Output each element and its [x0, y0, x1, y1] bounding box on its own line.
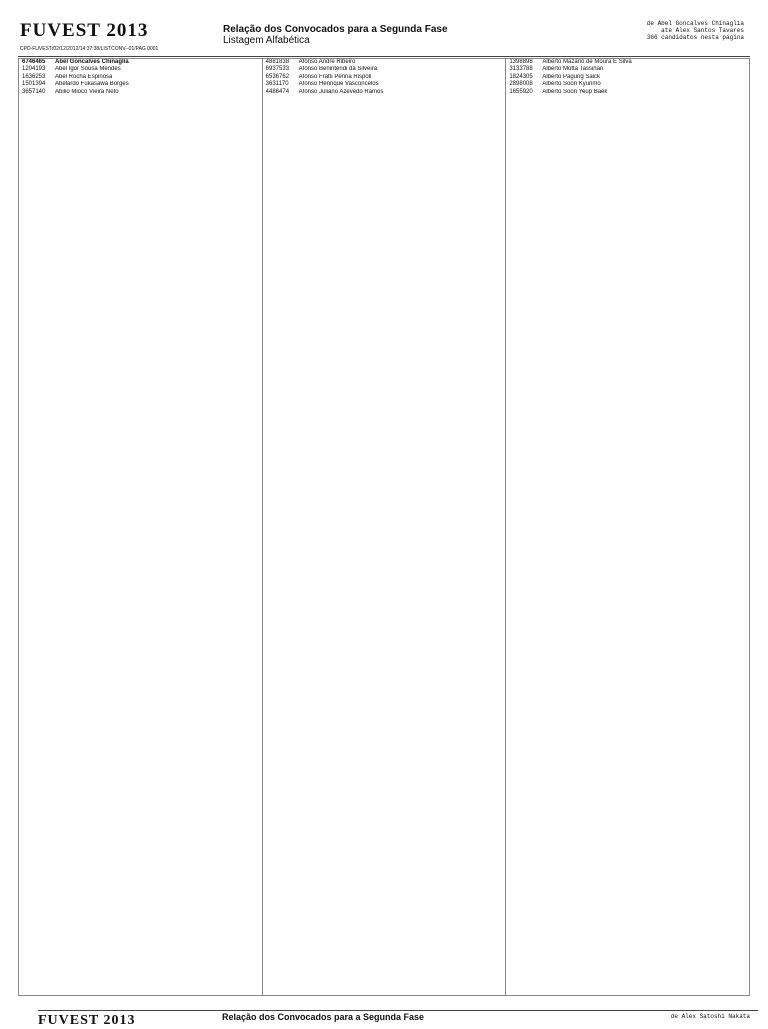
candidate-code: 1204193 — [22, 66, 46, 73]
candidate-code: 3631170 — [265, 81, 289, 88]
roster-column-2 — [263, 59, 507, 995]
candidate-name: Afonso Juliano Azevedo Ramos — [298, 88, 384, 95]
fuvest-logo-next: FUVEST 2013 — [38, 1013, 136, 1028]
fuvest-logo: FUVEST 2013 — [20, 20, 149, 41]
candidate-name: Alberto Mazano de Moura E Silva — [542, 59, 632, 65]
roster-grid — [18, 58, 750, 996]
header-rule — [18, 56, 750, 57]
next-page-header-strip — [38, 1010, 758, 1028]
roster-row — [22, 59, 262, 66]
candidate-code: 1636253 — [22, 73, 46, 80]
candidate-code: 1655920 — [509, 88, 533, 95]
candidate-code: 1398898 — [509, 59, 533, 65]
candidate-name: Abilio Mioco Vieira Neto — [55, 88, 119, 95]
roster-row — [22, 89, 262, 96]
candidate-code: 2898008 — [509, 81, 533, 88]
roster-row — [22, 74, 262, 81]
roster-row — [266, 66, 506, 73]
page-title: Relação dos Convocados para a Segunda Fase — [223, 24, 448, 35]
candidate-name: Abel Goncalves Chinaglia — [55, 59, 129, 65]
candidate-name: Afonso Henrique Vasconcelos — [298, 81, 379, 88]
print-ident: CPD-FUVEST/02/12/2012/14:37:38/LISTCONV--01/PAG 0001 — [20, 46, 159, 52]
candidate-name: Alberto Pagung Saick — [542, 73, 601, 80]
candidate-name: Afonso Andre Ribeiro — [298, 59, 356, 65]
candidate-name: Abel Igor Sousa Mendes — [55, 66, 121, 73]
range-to: ate Alex Santos Tavares — [661, 27, 744, 34]
roster-row — [266, 89, 506, 96]
candidate-code: 4486474 — [265, 88, 290, 95]
roster-row — [266, 59, 506, 66]
candidate-code: 6746465 — [22, 59, 46, 65]
roster-row — [266, 74, 506, 81]
roster-page — [18, 18, 750, 1003]
roster-row — [22, 66, 262, 73]
roster-row — [266, 81, 506, 88]
candidate-code: 1501394 — [22, 81, 46, 88]
candidate-name: Afonso Benintendi da Silveira — [298, 66, 378, 73]
roster-row — [509, 66, 749, 73]
roster-column-3 — [506, 59, 749, 995]
candidate-name: Alberto Soon Yeup Baek — [542, 88, 608, 95]
candidate-name: Abelardo Fukasawa Borges — [55, 81, 129, 88]
candidate-code: 3657140 — [22, 88, 46, 95]
candidate-name: Afonso Fratti Penna Rispoli — [298, 73, 372, 80]
page-subtitle: Listagem Alfabética — [223, 35, 310, 46]
candidate-code: 6937533 — [265, 66, 290, 73]
range-info — [647, 20, 744, 41]
candidate-code: 1824305 — [509, 73, 533, 80]
range-count: 366 candidatos nesta página — [646, 34, 744, 41]
roster-row — [509, 81, 749, 88]
next-page-range: de Alex Satoshi Nakata — [670, 1013, 750, 1020]
roster-row — [509, 89, 749, 96]
candidate-code: 3133788 — [509, 66, 533, 73]
roster-row — [509, 74, 749, 81]
next-page-title: Relação dos Convocados para a Segunda Fase — [222, 1012, 425, 1022]
roster-column-1 — [19, 59, 263, 995]
candidate-code: 6536762 — [265, 73, 290, 80]
page-header — [18, 18, 750, 54]
roster-row — [22, 81, 262, 88]
title-block — [223, 24, 448, 46]
range-from: de Abel Goncalves Chinaglia — [646, 20, 744, 27]
candidate-name: Alberto Soon Kyunmo — [542, 81, 601, 88]
candidate-name: Abel Rocha Espinosa — [55, 73, 113, 80]
roster-row — [509, 59, 749, 66]
candidate-code: 4881838 — [265, 59, 290, 65]
candidate-name: Alberto Motta Tassinari — [542, 66, 604, 73]
